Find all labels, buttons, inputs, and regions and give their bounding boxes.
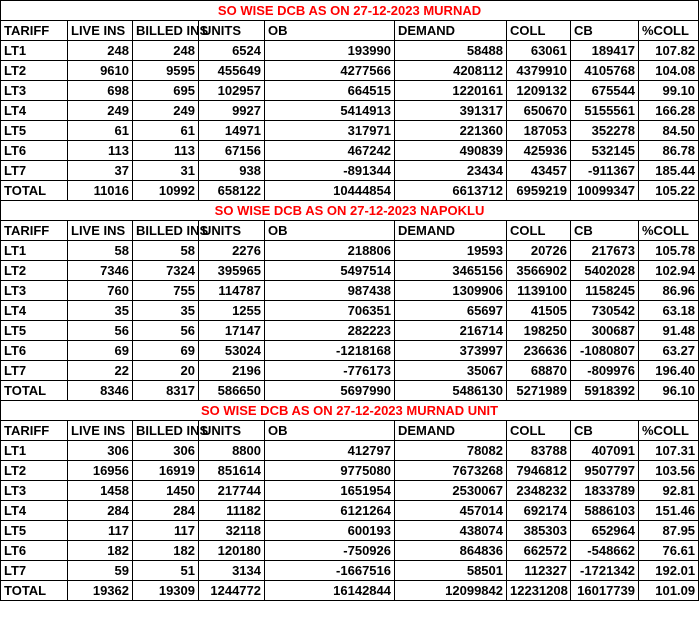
- cell-billed-ins: 182: [133, 541, 199, 561]
- cell-coll: 2348232: [507, 481, 571, 501]
- cell-ob: 218806: [265, 241, 395, 261]
- cell-pct-coll: 96.10: [639, 381, 699, 401]
- cell-cb: 730542: [571, 301, 639, 321]
- cell-pct-coll: 102.94: [639, 261, 699, 281]
- cell-tariff: LT2: [1, 61, 68, 81]
- cell-coll: 650670: [507, 101, 571, 121]
- cell-units: 455649: [199, 61, 265, 81]
- cell-ob: 5414913: [265, 101, 395, 121]
- cell-cb: 9507797: [571, 461, 639, 481]
- column-header-units: UNITS: [199, 221, 265, 241]
- cell-demand: 65697: [395, 301, 507, 321]
- cell-cb: 5918392: [571, 381, 639, 401]
- table-row: [1, 561, 699, 581]
- cell-ob: 6121264: [265, 501, 395, 521]
- cell-pct-coll: 196.40: [639, 361, 699, 381]
- column-header-tariff: TARIFF: [1, 221, 68, 241]
- cell-live-ins: 16956: [68, 461, 133, 481]
- cell-billed-ins: 284: [133, 501, 199, 521]
- table-row: [1, 481, 699, 501]
- cell-billed-ins: 249: [133, 101, 199, 121]
- cell-billed-ins: 1450: [133, 481, 199, 501]
- cell-demand: 6613712: [395, 181, 507, 201]
- cell-tariff: TOTAL: [1, 381, 68, 401]
- cell-cb: 217673: [571, 241, 639, 261]
- cell-tariff: LT4: [1, 101, 68, 121]
- cell-tariff: LT5: [1, 321, 68, 341]
- cell-coll: 41505: [507, 301, 571, 321]
- cell-ob: 10444854: [265, 181, 395, 201]
- table-row: [1, 61, 699, 81]
- cell-coll: 63061: [507, 41, 571, 61]
- column-header-billed-ins: BILLED INS: [133, 21, 199, 41]
- cell-units: 67156: [199, 141, 265, 161]
- cell-units: 102957: [199, 81, 265, 101]
- cell-pct-coll: 166.28: [639, 101, 699, 121]
- cell-cb: -911367: [571, 161, 639, 181]
- cell-tariff: LT6: [1, 341, 68, 361]
- column-header-tariff: TARIFF: [1, 21, 68, 41]
- cell-ob: 600193: [265, 521, 395, 541]
- cell-live-ins: 284: [68, 501, 133, 521]
- cell-ob: -750926: [265, 541, 395, 561]
- total-row: [1, 181, 699, 201]
- cell-units: 120180: [199, 541, 265, 561]
- table-row: [1, 161, 699, 181]
- cell-demand: 373997: [395, 341, 507, 361]
- cell-pct-coll: 84.50: [639, 121, 699, 141]
- section-title: SO WISE DCB AS ON 27-12-2023 MURNAD: [1, 1, 699, 21]
- cell-ob: 412797: [265, 441, 395, 461]
- cell-units: 6524: [199, 41, 265, 61]
- cell-demand: 58488: [395, 41, 507, 61]
- cell-pct-coll: 105.78: [639, 241, 699, 261]
- cell-coll: 3566902: [507, 261, 571, 281]
- cell-ob: 987438: [265, 281, 395, 301]
- column-header-tariff: TARIFF: [1, 421, 68, 441]
- cell-coll: 1209132: [507, 81, 571, 101]
- cell-coll: 12231208: [507, 581, 571, 601]
- column-header-pct-coll: %COLL: [639, 221, 699, 241]
- cell-pct-coll: 185.44: [639, 161, 699, 181]
- cell-billed-ins: 58: [133, 241, 199, 261]
- table-row: [1, 81, 699, 101]
- column-header-pct-coll: %COLL: [639, 421, 699, 441]
- cell-units: 851614: [199, 461, 265, 481]
- cell-ob: 4277566: [265, 61, 395, 81]
- cell-units: 3134: [199, 561, 265, 581]
- cell-coll: 692174: [507, 501, 571, 521]
- cell-cb: 1833789: [571, 481, 639, 501]
- cell-pct-coll: 107.31: [639, 441, 699, 461]
- cell-pct-coll: 105.22: [639, 181, 699, 201]
- cell-billed-ins: 20: [133, 361, 199, 381]
- cell-billed-ins: 755: [133, 281, 199, 301]
- table-row: [1, 301, 699, 321]
- cell-pct-coll: 86.78: [639, 141, 699, 161]
- cell-cb: -1080807: [571, 341, 639, 361]
- cell-ob: 317971: [265, 121, 395, 141]
- cell-ob: 5697990: [265, 381, 395, 401]
- cell-units: 658122: [199, 181, 265, 201]
- column-header-pct-coll: %COLL: [639, 21, 699, 41]
- cell-pct-coll: 151.46: [639, 501, 699, 521]
- cell-coll: 6959219: [507, 181, 571, 201]
- cell-ob: -1218168: [265, 341, 395, 361]
- cell-units: 9927: [199, 101, 265, 121]
- total-row: [1, 381, 699, 401]
- cell-ob: 664515: [265, 81, 395, 101]
- cell-live-ins: 698: [68, 81, 133, 101]
- cell-billed-ins: 117: [133, 521, 199, 541]
- column-header-units: UNITS: [199, 21, 265, 41]
- cell-billed-ins: 8317: [133, 381, 199, 401]
- cell-live-ins: 182: [68, 541, 133, 561]
- cell-pct-coll: 107.82: [639, 41, 699, 61]
- cell-units: 586650: [199, 381, 265, 401]
- cell-pct-coll: 63.27: [639, 341, 699, 361]
- cell-billed-ins: 19309: [133, 581, 199, 601]
- cell-billed-ins: 248: [133, 41, 199, 61]
- cell-units: 32118: [199, 521, 265, 541]
- table-row: [1, 41, 699, 61]
- cell-demand: 490839: [395, 141, 507, 161]
- cell-cb: 407091: [571, 441, 639, 461]
- table-row: [1, 321, 699, 341]
- cell-cb: -548662: [571, 541, 639, 561]
- cell-tariff: LT1: [1, 241, 68, 261]
- cell-live-ins: 61: [68, 121, 133, 141]
- cell-tariff: LT7: [1, 161, 68, 181]
- column-header-demand: DEMAND: [395, 421, 507, 441]
- table-row: [1, 341, 699, 361]
- cell-tariff: LT1: [1, 441, 68, 461]
- cell-cb: 300687: [571, 321, 639, 341]
- cell-cb: 4105768: [571, 61, 639, 81]
- cell-demand: 58501: [395, 561, 507, 581]
- cell-demand: 457014: [395, 501, 507, 521]
- cell-tariff: LT2: [1, 461, 68, 481]
- cell-live-ins: 117: [68, 521, 133, 541]
- column-header-billed-ins: BILLED INS: [133, 221, 199, 241]
- cell-coll: 1139100: [507, 281, 571, 301]
- cell-live-ins: 22: [68, 361, 133, 381]
- cell-ob: -776173: [265, 361, 395, 381]
- cell-demand: 864836: [395, 541, 507, 561]
- cell-live-ins: 7346: [68, 261, 133, 281]
- cell-tariff: TOTAL: [1, 581, 68, 601]
- cell-units: 17147: [199, 321, 265, 341]
- cell-pct-coll: 192.01: [639, 561, 699, 581]
- cell-billed-ins: 9595: [133, 61, 199, 81]
- cell-live-ins: 249: [68, 101, 133, 121]
- cell-demand: 216714: [395, 321, 507, 341]
- column-header-ob: OB: [265, 21, 395, 41]
- cell-units: 11182: [199, 501, 265, 521]
- cell-cb: 675544: [571, 81, 639, 101]
- cell-demand: 2530067: [395, 481, 507, 501]
- table-row: [1, 541, 699, 561]
- cell-billed-ins: 7324: [133, 261, 199, 281]
- cell-demand: 35067: [395, 361, 507, 381]
- column-header-ob: OB: [265, 221, 395, 241]
- cell-coll: 4379910: [507, 61, 571, 81]
- cell-pct-coll: 63.18: [639, 301, 699, 321]
- cell-units: 938: [199, 161, 265, 181]
- column-header-cb: CB: [571, 421, 639, 441]
- column-header-demand: DEMAND: [395, 221, 507, 241]
- cell-units: 1244772: [199, 581, 265, 601]
- cell-coll: 5271989: [507, 381, 571, 401]
- cell-demand: 1309906: [395, 281, 507, 301]
- cell-live-ins: 9610: [68, 61, 133, 81]
- cell-billed-ins: 10992: [133, 181, 199, 201]
- table-row: [1, 281, 699, 301]
- cell-coll: 198250: [507, 321, 571, 341]
- table-row: [1, 521, 699, 541]
- cell-live-ins: 1458: [68, 481, 133, 501]
- cell-cb: 352278: [571, 121, 639, 141]
- column-header-units: UNITS: [199, 421, 265, 441]
- cell-tariff: LT6: [1, 141, 68, 161]
- cell-ob: -1667516: [265, 561, 395, 581]
- column-header-billed-ins: BILLED INS: [133, 421, 199, 441]
- cell-ob: -891344: [265, 161, 395, 181]
- cell-cb: 10099347: [571, 181, 639, 201]
- cell-coll: 425936: [507, 141, 571, 161]
- cell-billed-ins: 306: [133, 441, 199, 461]
- cell-live-ins: 35: [68, 301, 133, 321]
- cell-cb: -1721342: [571, 561, 639, 581]
- column-header-cb: CB: [571, 21, 639, 41]
- cell-billed-ins: 31: [133, 161, 199, 181]
- section-title-row: [1, 201, 699, 221]
- cell-ob: 706351: [265, 301, 395, 321]
- table-row: [1, 261, 699, 281]
- table-row: [1, 241, 699, 261]
- cell-units: 395965: [199, 261, 265, 281]
- table-row: [1, 101, 699, 121]
- table-row: [1, 501, 699, 521]
- cell-pct-coll: 91.48: [639, 321, 699, 341]
- table-row: [1, 461, 699, 481]
- cell-pct-coll: 101.09: [639, 581, 699, 601]
- section-title: SO WISE DCB AS ON 27-12-2023 MURNAD UNIT: [1, 401, 699, 421]
- cell-coll: 7946812: [507, 461, 571, 481]
- cell-pct-coll: 86.96: [639, 281, 699, 301]
- cell-billed-ins: 695: [133, 81, 199, 101]
- cell-pct-coll: 92.81: [639, 481, 699, 501]
- cell-ob: 282223: [265, 321, 395, 341]
- cell-cb: 652964: [571, 521, 639, 541]
- cell-billed-ins: 16919: [133, 461, 199, 481]
- cell-demand: 78082: [395, 441, 507, 461]
- cell-live-ins: 306: [68, 441, 133, 461]
- cell-units: 8800: [199, 441, 265, 461]
- cell-demand: 19593: [395, 241, 507, 261]
- cell-live-ins: 760: [68, 281, 133, 301]
- cell-cb: -809976: [571, 361, 639, 381]
- cell-units: 217744: [199, 481, 265, 501]
- cell-pct-coll: 104.08: [639, 61, 699, 81]
- cell-live-ins: 59: [68, 561, 133, 581]
- cell-live-ins: 58: [68, 241, 133, 261]
- cell-live-ins: 248: [68, 41, 133, 61]
- table-row: [1, 141, 699, 161]
- column-header-demand: DEMAND: [395, 21, 507, 41]
- cell-ob: 193990: [265, 41, 395, 61]
- cell-coll: 68870: [507, 361, 571, 381]
- column-header-ob: OB: [265, 421, 395, 441]
- cell-demand: 7673268: [395, 461, 507, 481]
- cell-coll: 385303: [507, 521, 571, 541]
- cell-demand: 221360: [395, 121, 507, 141]
- cell-demand: 4208112: [395, 61, 507, 81]
- cell-billed-ins: 56: [133, 321, 199, 341]
- cell-live-ins: 8346: [68, 381, 133, 401]
- cell-ob: 1651954: [265, 481, 395, 501]
- cell-units: 2276: [199, 241, 265, 261]
- cell-units: 2196: [199, 361, 265, 381]
- cell-cb: 1158245: [571, 281, 639, 301]
- cell-tariff: LT6: [1, 541, 68, 561]
- cell-ob: 9775080: [265, 461, 395, 481]
- section-title: SO WISE DCB AS ON 27-12-2023 NAPOKLU: [1, 201, 699, 221]
- table-row: [1, 441, 699, 461]
- cell-cb: 532145: [571, 141, 639, 161]
- cell-tariff: LT7: [1, 561, 68, 581]
- cell-billed-ins: 113: [133, 141, 199, 161]
- cell-cb: 16017739: [571, 581, 639, 601]
- cell-units: 14971: [199, 121, 265, 141]
- cell-coll: 20726: [507, 241, 571, 261]
- column-header-live-ins: LIVE INS: [68, 21, 133, 41]
- cell-demand: 5486130: [395, 381, 507, 401]
- cell-tariff: LT3: [1, 81, 68, 101]
- cell-cb: 5155561: [571, 101, 639, 121]
- cell-tariff: TOTAL: [1, 181, 68, 201]
- cell-demand: 391317: [395, 101, 507, 121]
- cell-tariff: LT7: [1, 361, 68, 381]
- header-row: [1, 421, 699, 441]
- cell-pct-coll: 76.61: [639, 541, 699, 561]
- cell-live-ins: 113: [68, 141, 133, 161]
- cell-units: 1255: [199, 301, 265, 321]
- cell-ob: 5497514: [265, 261, 395, 281]
- cell-live-ins: 56: [68, 321, 133, 341]
- section-title-row: [1, 1, 699, 21]
- cell-coll: 43457: [507, 161, 571, 181]
- column-header-coll: COLL: [507, 21, 571, 41]
- cell-cb: 5886103: [571, 501, 639, 521]
- cell-coll: 662572: [507, 541, 571, 561]
- cell-coll: 83788: [507, 441, 571, 461]
- column-header-live-ins: LIVE INS: [68, 221, 133, 241]
- cell-demand: 1220161: [395, 81, 507, 101]
- cell-tariff: LT1: [1, 41, 68, 61]
- total-row: [1, 581, 699, 601]
- column-header-live-ins: LIVE INS: [68, 421, 133, 441]
- cell-billed-ins: 69: [133, 341, 199, 361]
- cell-tariff: LT5: [1, 121, 68, 141]
- header-row: [1, 21, 699, 41]
- header-row: [1, 221, 699, 241]
- cell-cb: 5402028: [571, 261, 639, 281]
- cell-tariff: LT4: [1, 301, 68, 321]
- cell-billed-ins: 35: [133, 301, 199, 321]
- cell-billed-ins: 61: [133, 121, 199, 141]
- cell-billed-ins: 51: [133, 561, 199, 581]
- cell-tariff: LT5: [1, 521, 68, 541]
- cell-live-ins: 11016: [68, 181, 133, 201]
- cell-coll: 236636: [507, 341, 571, 361]
- cell-units: 114787: [199, 281, 265, 301]
- cell-pct-coll: 99.10: [639, 81, 699, 101]
- cell-demand: 23434: [395, 161, 507, 181]
- table-row: [1, 121, 699, 141]
- cell-demand: 3465156: [395, 261, 507, 281]
- cell-ob: 467242: [265, 141, 395, 161]
- cell-live-ins: 69: [68, 341, 133, 361]
- cell-demand: 438074: [395, 521, 507, 541]
- cell-demand: 12099842: [395, 581, 507, 601]
- cell-live-ins: 37: [68, 161, 133, 181]
- cell-pct-coll: 103.56: [639, 461, 699, 481]
- cell-tariff: LT3: [1, 481, 68, 501]
- column-header-cb: CB: [571, 221, 639, 241]
- cell-pct-coll: 87.95: [639, 521, 699, 541]
- cell-units: 53024: [199, 341, 265, 361]
- cell-tariff: LT3: [1, 281, 68, 301]
- section-title-row: [1, 401, 699, 421]
- cell-cb: 189417: [571, 41, 639, 61]
- column-header-coll: COLL: [507, 421, 571, 441]
- cell-ob: 16142844: [265, 581, 395, 601]
- cell-coll: 187053: [507, 121, 571, 141]
- cell-tariff: LT2: [1, 261, 68, 281]
- cell-live-ins: 19362: [68, 581, 133, 601]
- cell-coll: 112327: [507, 561, 571, 581]
- table-row: [1, 361, 699, 381]
- column-header-coll: COLL: [507, 221, 571, 241]
- cell-tariff: LT4: [1, 501, 68, 521]
